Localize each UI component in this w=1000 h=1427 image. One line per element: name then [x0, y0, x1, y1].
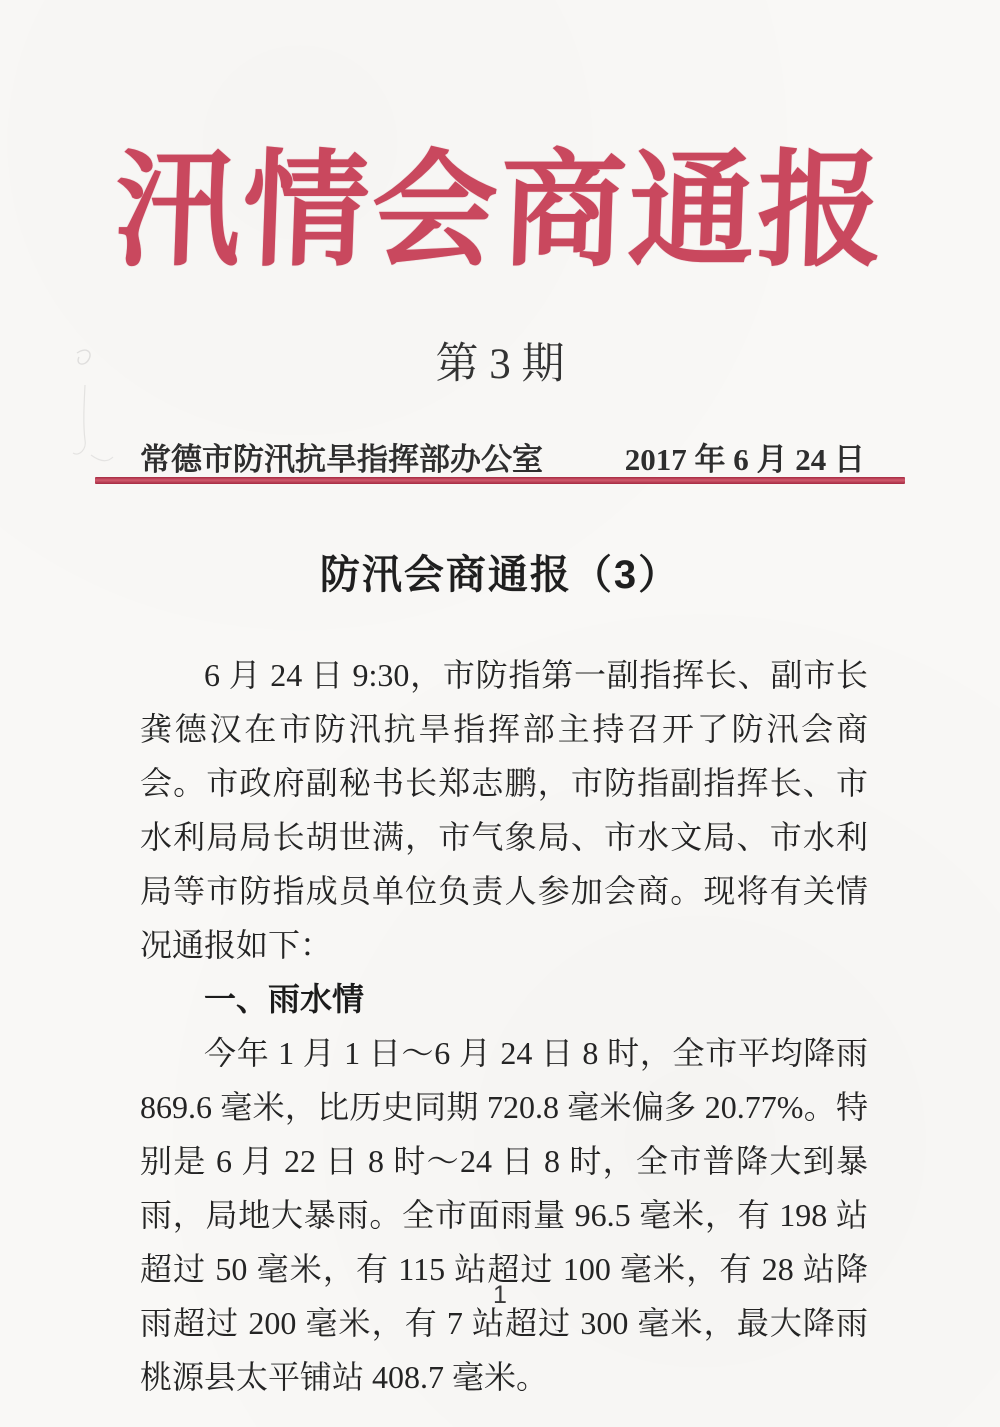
section-heading-rain-water: 一、雨水情	[204, 981, 365, 1017]
issue-date: 2017 年 6 月 24 日	[624, 442, 865, 477]
issue-number: 第 3 期	[435, 341, 565, 388]
red-separator-rule	[95, 477, 905, 484]
issuer-row	[140, 434, 865, 479]
page-number: 1	[493, 1281, 507, 1309]
document-title: 防汛会商通报（3）	[319, 553, 681, 597]
intro-paragraph: 6 月 24 日 9:30，市防指第一副指挥长、副市长龚德汉在市防汛抗旱指挥部主持召开了防汛会商会。市政府副秘书长郑志鹏，市防指副指挥长、市水利局局长胡世满，市气象局、市水文局、市水利局等市防指成员单位负责人参加会商。现将有关情况通报如下：	[140, 657, 868, 963]
masthead-title: 汛情会商通报	[112, 143, 889, 282]
issuing-office: 常德市防汛抗旱指挥部办公室	[140, 442, 543, 477]
rainfall-paragraph: 今年 1 月 1 日～6 月 24 日 8 时，全市平均降雨 869.6 毫米，比历史同期 720.8 毫米偏多 20.77%。特别是 6 月 22 日 8 时～24 日 8 时，全市普降大到暴雨，局地大暴雨。全市面雨量 96.5 毫米，有 198 站超过 50 毫米，有 115 站超过 100 毫米，有 28 站降雨超过 200 毫米，有 7 站超过 300 毫米，最大降雨桃源县太平铺站 408.7 毫米。	[140, 1035, 868, 1395]
